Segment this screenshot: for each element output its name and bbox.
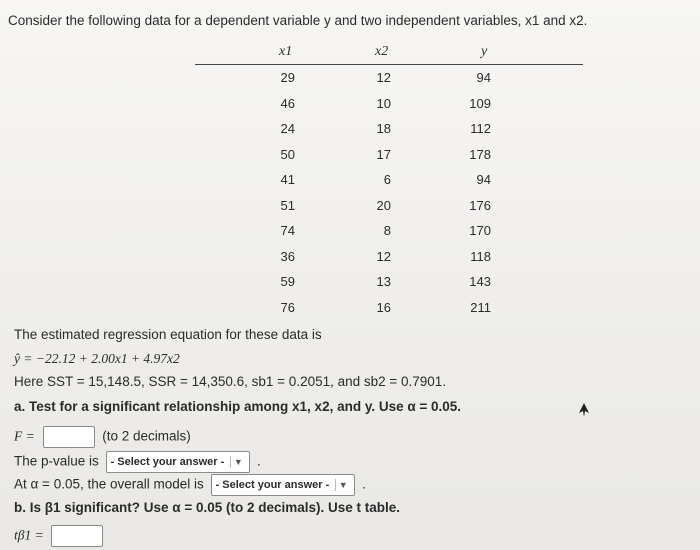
part-b-prompt: b. Is β1 significant? Use α = 0.05 (to 2 decimals). Use t table.	[14, 500, 401, 515]
overall-period: .	[362, 476, 366, 492]
cell-x2: 12	[376, 248, 391, 264]
cell-x1: 46	[280, 95, 295, 111]
cell-x2: 10	[376, 95, 391, 111]
header-y: y	[481, 44, 488, 59]
overall-model-row	[14, 474, 366, 496]
t-answer-row	[14, 525, 107, 547]
cell-y: 176	[469, 197, 491, 213]
overall-select-text: - Select your answer -	[215, 479, 330, 491]
table-header	[195, 44, 583, 65]
t-label: tβ1 =	[14, 527, 44, 543]
table-row	[195, 65, 583, 91]
intro-text: Consider the following data for a dependent variable y and two independent variables, x1 and x2.	[8, 13, 588, 28]
table-row	[195, 142, 583, 168]
cell-x2: 18	[376, 121, 391, 136]
cell-x2: 8	[383, 223, 391, 238]
f-label: F =	[14, 428, 35, 444]
f-answer-row	[14, 426, 191, 448]
cell-x1: 36	[280, 248, 295, 264]
cell-y: 94	[476, 172, 491, 187]
cell-y: 118	[470, 248, 491, 264]
cell-y: 109	[469, 95, 491, 111]
pvalue-select[interactable]	[106, 451, 251, 473]
table-row	[195, 167, 583, 193]
chevron-down-icon: ▼	[230, 456, 245, 468]
cell-x1: 29	[280, 70, 295, 85]
cell-x2: 12	[376, 70, 391, 85]
cell-x1: 59	[280, 274, 295, 289]
cell-y: 170	[469, 223, 491, 238]
table-row	[195, 269, 583, 295]
pvalue-row	[14, 451, 261, 473]
header-x1: x1	[279, 44, 293, 59]
chevron-down-icon: ▼	[335, 479, 350, 491]
cell-x2: 16	[376, 299, 391, 315]
table-body	[195, 65, 583, 320]
overall-model-select[interactable]	[211, 474, 356, 496]
part-a-prompt: a. Test for a significant relationship among x1, x2, and y. Use α = 0.05.	[14, 399, 462, 414]
t-input[interactable]	[51, 525, 103, 547]
table-row	[195, 91, 583, 117]
cell-y: 143	[469, 274, 491, 289]
table-row	[195, 116, 583, 142]
cell-y: 112	[470, 121, 491, 136]
overall-model-label: At α = 0.05, the overall model is	[14, 476, 204, 492]
cell-x1: 76	[280, 299, 295, 315]
cell-x1: 24	[280, 121, 295, 136]
cell-x2: 13	[376, 274, 391, 289]
cell-y: 211	[470, 299, 491, 315]
cell-x1: 74	[280, 223, 295, 238]
pvalue-period: .	[257, 453, 261, 469]
data-table	[195, 44, 583, 320]
table-row	[195, 193, 583, 219]
table-row	[195, 218, 583, 244]
table-row	[195, 295, 583, 321]
table-row	[195, 244, 583, 270]
cell-x2: 20	[376, 197, 391, 213]
equation-intro: The estimated regression equation for these data is	[14, 327, 322, 342]
cell-y: 94	[476, 70, 491, 85]
cell-x1: 51	[280, 197, 295, 213]
cell-x2: 6	[383, 172, 391, 187]
cell-x2: 17	[376, 146, 391, 162]
summary-stats: Here SST = 15,148.5, SSR = 14,350.6, sb1 = 0.2051, and sb2 = 0.7901.	[14, 374, 447, 389]
pvalue-select-text: - Select your answer -	[110, 456, 225, 468]
header-x2: x2	[375, 44, 389, 59]
regression-equation: ŷ = −22.12 + 2.00x1 + 4.97x2	[14, 351, 180, 366]
pvalue-label: The p-value is	[14, 453, 99, 469]
mouse-cursor-icon	[576, 402, 592, 418]
f-input[interactable]	[43, 426, 95, 448]
f-hint: (to 2 decimals)	[102, 428, 191, 444]
cell-x1: 41	[280, 172, 295, 187]
cell-y: 178	[469, 146, 491, 162]
cell-x1: 50	[280, 146, 295, 162]
